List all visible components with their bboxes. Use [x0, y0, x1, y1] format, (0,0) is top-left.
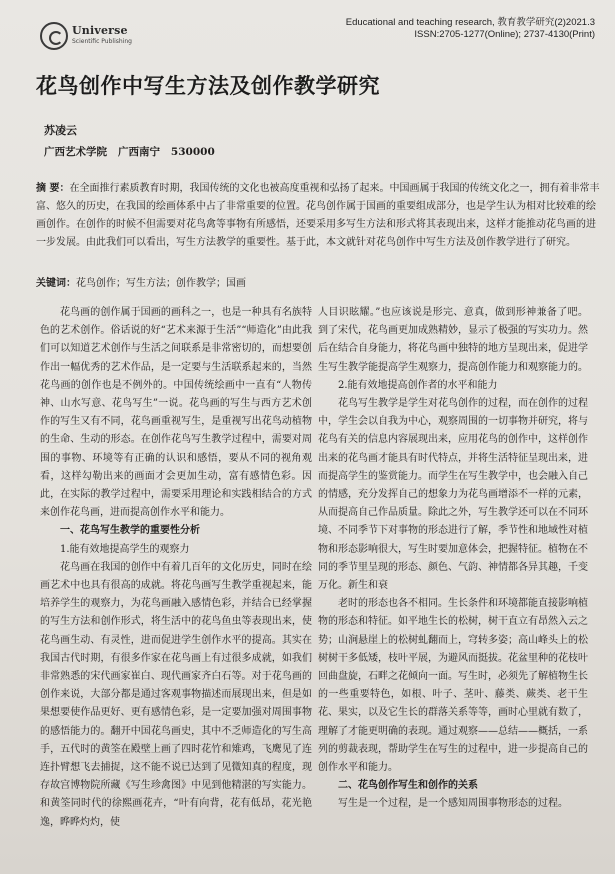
section-heading: 二、花鸟创作写生和创作的关系	[338, 780, 478, 792]
journal-info	[346, 17, 595, 41]
abstract-text: 在全面推行素质教育时期，我国传统的文化也被高度重视和弘扬了起来。中国画属于我国的传统文化之一，拥有着非常丰富、悠久的历史，在我国的绘画体系中占了非常重要的位置。花鸟创作属于国画的重要组成部分，也是学生认为相对比较难的绘画创作。在创作的时候不但需要对花鸟禽等事物有所感悟，还要采用多写生方法和形式将其表现出来，这样才能推动花鸟画的进一步发展。由此我们可以看出，写生方法教学的重要性。基于此，本文就针对花鸟创作中写生方法及创作教学进行了研究。	[36, 183, 600, 248]
paragraph: 写生是一个过程，是一个感知周围事物形态的过程。	[338, 798, 568, 810]
paragraph: 老时的形态也各不相同。生长条件和环境都能直接影响植物的形态和特征。如平地生长的松树，树干直立有昂然入云之势；山涧悬崖上的松树虬翻而上，穹转多姿；高山峰头上的松树树干多低矮，枝叶平展，为避风而挺拔。花盆里种的花枝叶回曲盘旋，石畔之花倾向一面。写生时，必须先了解植物生长的一些重要特色，如根、叶子、茎叶、藤类、蕨类、老干生花、果实，以及它生长的群落关系等等，画时心里就有数了，理解了才能更明确的表现。通过观察——总结——概括，一系列的剪裁表现，帮助学生在写生的过程中，进一步提高自己的创作水平和能力。	[318, 598, 588, 774]
section-heading: 一、花鸟写生教学的重要性分析	[60, 525, 200, 537]
publisher-name: Universe	[72, 24, 128, 37]
paragraph: 花鸟画的创作属于国画的画科之一，也是一种具有名族特色的艺术创作。俗话说的好“艺术来源于生活”“师造化”由此我们可以知道艺术创作与生活之间联系是非常密切的，而想要创作出一幅优秀的艺术作品，是一定要与生活联系起来的，当然花鸟画的创作也是不例外的。中国传统绘画中一直有“人物传神、山水写意、花鸟写生”一说。花鸟画的写生与西方艺术创作的写生又有不同，花鸟画重视写生，是重视写出花鸟动植物的生命、生动的形态。在创作花鸟写生教学过程中，需要对周围的事物、环境等有正确的认识和感悟，要从不同的视角观看，这样勾勒出来的画面才会更加生动，富有感情色彩。因此，在实际的教学过程中，需要采用理论和实践相结合的方式来创作花鸟画，进而提高创作水平和能力。	[40, 307, 312, 519]
keywords-label: 关键词：	[36, 278, 76, 289]
keywords	[36, 274, 604, 289]
universe-logo-icon	[40, 22, 68, 50]
article-title: 花鸟创作中写生方法及创作教学研究	[36, 73, 380, 98]
paragraph: 人目识眩耀。”也应该说是形完、意真，做到形神兼备了吧。到了宋代，花鸟画更加成熟精妙，显示了极强的写实功力。然后在结合自身能力，将花鸟画中独特的地方呈现出来，促进学生写生教学能提高学生观察力，提高创作能力和观察能力的。	[318, 307, 588, 373]
article-author: 苏凌云	[44, 124, 77, 137]
body-column-right	[318, 304, 588, 814]
body-column-left	[40, 304, 312, 832]
abstract-label: 摘 要：	[36, 183, 70, 194]
publisher-logo	[40, 20, 150, 54]
paragraph: 花鸟写生教学是学生对花鸟创作的过程，而在创作的过程中，学生会以自我为中心，观察周围的一切事物并研究，将与花鸟有关的信息内容展现出来，应用花鸟的创作中，这样创作出来的花鸟画才能具有时代特点，并将生活特征呈现出来，进而提高学生的鉴赏能力。而学生在写生教学中，也会融入自己的情感，充分发挥自己的想象力为花鸟画增添不一样的元素，从而提高自己作品质量。除此之外，写生教学还可以在不同环境、不同季节下对事物的形态进行了解，季节性和地域性对植物和形态影响很大，写生时要加意体会，把握特征。植物在不同的季节里呈现的形态、颜色、气韵、神情都各异其趣，千变万化。新生和衰	[318, 398, 588, 592]
article-affiliation: 广西艺术学院 广西南宁 530000	[44, 146, 215, 158]
paragraph: 花鸟画在我国的创作中有着几百年的文化历史，同时在绘画艺术中也具有很高的成就。将花鸟画写生教学重视起来，能培养学生的观察力，为花鸟画融入感情色彩，并结合已经掌握的写生方法和创作形式，将生活中的花鸟鱼虫等表现出来，使花鸟画生动、有灵性，进而促进学生创作水平的提高。其实在我国古代时期，有很多作家在花鸟画上有过很多成就，如我们非常熟悉的宋代画家崔白、现代画家齐白石等。对于花鸟画的创作来说，大部分都是通过客观事物描述而展现出来，但是如果想要使作品更好、更有感情色彩，是一定要加强对周围事物的感悟能力的。翻开中国花鸟画史，其中不乏师造化的写生高手，五代时的黄筌在殿壁上画了四时花竹和雉鸡，飞鹰见了连连扑臂想飞去捕捉，这不能不说已达到了见微知真的程度，现存故宫博物院所藏《写生珍禽图》中见到他精湛的写实能力。和黄筌同时代的徐熙画花卉，“叶有向背，花有低昂，花光艳逸，晔晔灼灼，使	[40, 561, 312, 828]
abstract	[36, 180, 604, 252]
publisher-subtitle: Scientific Publishing	[72, 38, 132, 45]
keywords-text: 花鸟创作；写生方法；创作教学；国画	[76, 278, 246, 289]
subsection-heading: 1.能有效地提高学生的观察力	[60, 543, 190, 555]
journal-line: Educational and teaching research, 教育教学研究(2)2021.3	[345, 17, 595, 28]
issn-line: ISSN:2705-1277(Online); 2737-4130(Print)	[414, 29, 595, 40]
subsection-heading: 2.能有效地提高创作者的水平和能力	[338, 379, 498, 391]
